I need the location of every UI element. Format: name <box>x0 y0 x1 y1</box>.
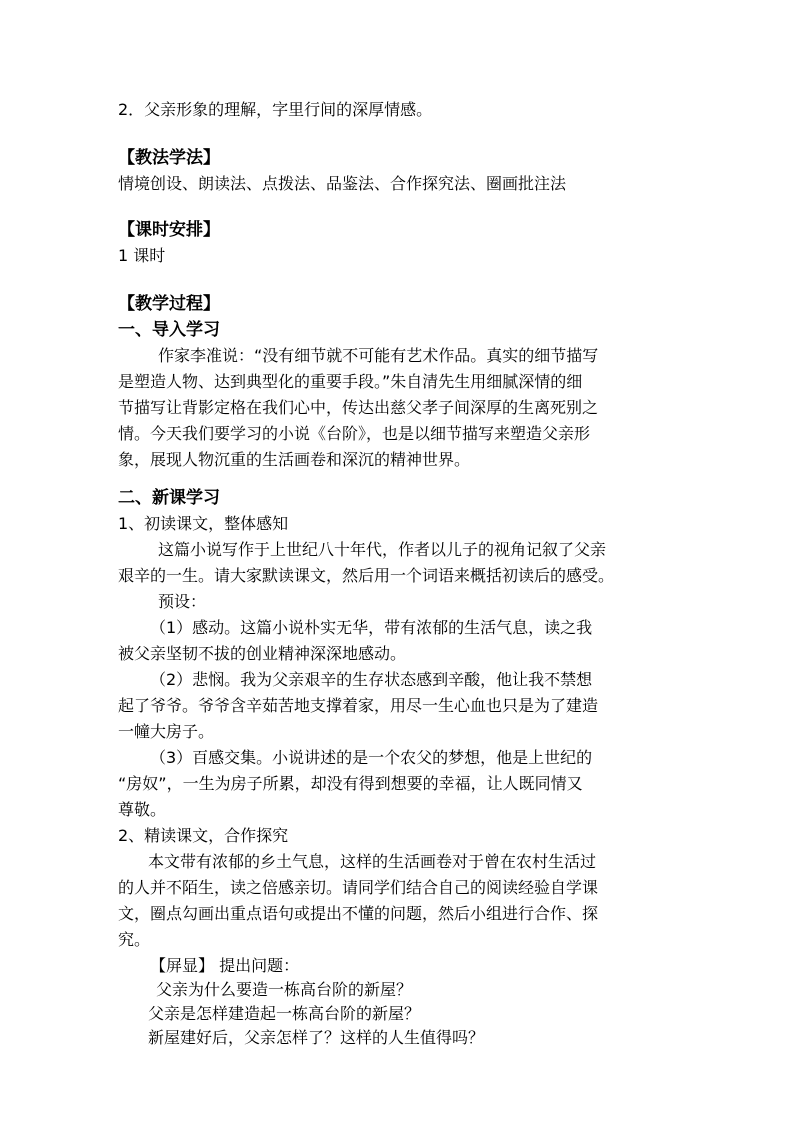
step1-line: 艰辛的一生。请大家默读课文，然后用一个词语来概括初读后的感受。 <box>118 566 615 585</box>
step1-line: 一幢大房子。 <box>118 722 215 741</box>
methods-text: 情境创设、朗读法、点拨法、品鉴法、合作探究法、圈画批注法 <box>118 174 567 193</box>
question-item: 父亲为什么要造一栋高台阶的新屋？ <box>156 980 413 999</box>
part1-line: 作家李准说：“没有细节就不可能有艺术作品。真实的细节描写 <box>158 346 599 365</box>
step2-line: 本文带有浓郁的乡土气息，这样的生活画卷对于曾在农村生活过 <box>148 852 597 871</box>
part1-line: 是塑造人物、达到典型化的重要手段。”朱自清先生用细腻深情的细 <box>118 372 583 391</box>
step2-line: 究。 <box>118 930 151 949</box>
screen-prompt: 【屏显】 提出问题： <box>150 956 300 975</box>
question-item: 新屋建好后，父亲怎样了？这样的人生值得吗？ <box>148 1028 485 1047</box>
step1-line: 被父亲坚韧不拔的创业精神深深地感动。 <box>118 644 407 663</box>
step2-line: 文，圈点勾画出重点语句或提出不懂的问题，然后小组进行合作、探 <box>118 904 599 923</box>
step1-line: 这篇小说写作于上世纪八十年代，作者以儿子的视角记叙了父亲 <box>158 540 607 559</box>
schedule-heading: 【课时安排】 <box>118 220 220 240</box>
step1-line: 起了爷爷。爷爷含辛茹苦地支撑着家，用尽一生心血也只是为了建造 <box>118 696 599 715</box>
step2-line: 的人并不陌生，读之倍感亲切。请同学们结合自己的阅读经验自学课 <box>118 878 599 897</box>
part2-title: 二、新课学习 <box>118 488 220 508</box>
objective-2: 2．父亲形象的理解，字里行间的深厚情感。 <box>118 100 433 119</box>
step1-line: “房奴”，一生为房子所累，却没有得到想要的幸福，让人既同情又 <box>118 774 583 793</box>
step2-title: 2、精读课文，合作探究 <box>118 826 289 845</box>
schedule-text: 1 课时 <box>118 246 166 265</box>
methods-heading: 【教法学法】 <box>118 148 220 168</box>
step1-line: （3）百感交集。小说讲述的是一个农父的梦想，他是上世纪的 <box>150 748 593 767</box>
step1-line: （2）悲悯。我为父亲艰辛的生存状态感到辛酸，他让我不禁想 <box>150 670 593 689</box>
process-heading: 【教学过程】 <box>118 294 220 314</box>
part1-line: 节描写让背影定格在我们心中，传达出慈父孝子间深厚的生离死别之 <box>118 398 599 417</box>
part1-line: 象，展现人物沉重的生活画卷和深沉的精神世界。 <box>118 450 471 469</box>
step1-line: 预设： <box>158 592 207 611</box>
step1-line: （1）感动。这篇小说朴实无华，带有浓郁的生活气息，读之我 <box>150 618 593 637</box>
step1-title: 1、初读课文，整体感知 <box>118 514 289 533</box>
question-item: 父亲是怎样建造起一栋高台阶的新屋？ <box>148 1004 421 1023</box>
part1-line: 情。今天我们要学习的小说《台阶》，也是以细节描写来塑造父亲形 <box>118 424 591 443</box>
part1-title: 一、导入学习 <box>118 320 220 340</box>
step1-line: 尊敬。 <box>118 800 167 819</box>
